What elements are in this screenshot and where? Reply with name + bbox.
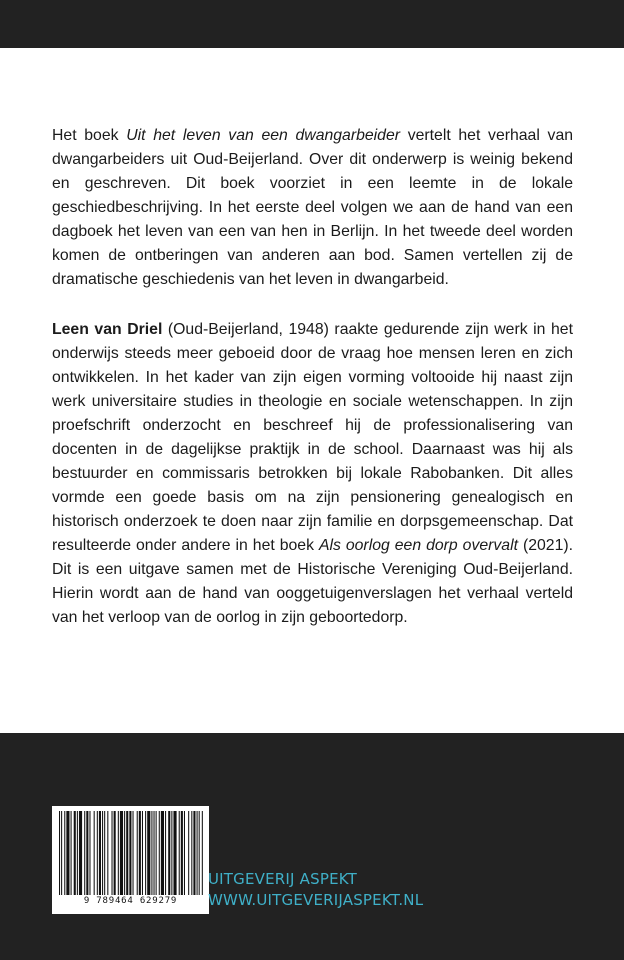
barcode-bar xyxy=(171,811,172,895)
barcode-bar xyxy=(191,811,192,895)
barcode-bar xyxy=(197,811,198,895)
book-blurb xyxy=(52,124,573,292)
barcode-bar xyxy=(77,811,78,895)
barcode-bar xyxy=(179,811,180,895)
barcode-bar xyxy=(165,811,166,895)
barcode-bar xyxy=(97,811,98,895)
barcode-bar xyxy=(161,811,164,895)
publisher-website: WWW.UITGEVERIJASPEKT.NL xyxy=(208,891,424,909)
barcode-bar xyxy=(104,811,105,895)
barcode-bar xyxy=(199,811,200,895)
barcode-bar xyxy=(184,811,185,895)
barcode-bar xyxy=(142,811,143,895)
author-previous-book-title: Als oorlog een dorp overvalt xyxy=(318,537,518,554)
barcode-bar xyxy=(61,811,62,895)
barcode-bar xyxy=(202,811,203,895)
barcode-bar xyxy=(89,811,90,895)
barcode-bar xyxy=(102,811,103,895)
barcode-bar xyxy=(107,811,108,895)
barcode-bar xyxy=(188,811,189,895)
author-bio xyxy=(52,318,573,630)
barcode-bar xyxy=(66,811,69,895)
barcode-bar xyxy=(118,811,119,895)
barcode-bar xyxy=(120,811,123,895)
barcode-bar xyxy=(139,811,141,895)
barcode-bar xyxy=(145,811,146,895)
barcode-bar xyxy=(193,811,195,895)
publisher-info xyxy=(208,869,423,911)
barcode-bar xyxy=(59,811,60,895)
barcode-bar xyxy=(133,811,134,895)
barcode-bar xyxy=(168,811,170,895)
blurb-text: vertelt het verhaal van dwangarbeiders uit Oud-Beijerland. Over dit onderwerp is weinig bekend en geschreven. Dit boek voorziet in een leemte in de lokale geschiedbeschrijving. In het eerste deel volgen we aan de hand van een dagboek het leven van een van hen in Berlijn. In het tweede deel worden komen de ontberingen van anderen aan bod. Samen vertellen zij de dramatische geschiedenis van het leven in dwangarbeid. xyxy=(52,127,574,288)
barcode-bar xyxy=(147,811,150,895)
barcode-bar xyxy=(64,811,65,895)
barcode-bar xyxy=(99,811,101,895)
barcode-bar xyxy=(124,811,125,895)
barcode-bar xyxy=(156,811,157,895)
barcode-bar xyxy=(151,811,152,895)
barcode-bar xyxy=(112,811,113,895)
barcode-bar xyxy=(129,811,131,895)
barcode-bar xyxy=(74,811,76,895)
author-name: Leen van Driel xyxy=(52,321,163,338)
blurb-lead: Het boek xyxy=(52,127,127,144)
top-dark-band xyxy=(0,0,624,48)
barcode-bar xyxy=(79,811,82,895)
barcode-bar xyxy=(86,811,88,895)
barcode-bar xyxy=(137,811,138,895)
barcode-bar xyxy=(126,811,128,895)
barcode-bar xyxy=(159,811,160,895)
barcode-bars xyxy=(57,811,204,895)
barcode-bar xyxy=(154,811,155,895)
publisher-name: UITGEVERIJ ASPEKT xyxy=(208,870,357,888)
barcode-bar xyxy=(181,811,183,895)
barcode-bar xyxy=(71,811,72,895)
author-bio-text-2: (2021). Dit is een uitgave samen met de Historische Vereniging Oud-Beijerland. Hierin wordt aan de hand van ooggetuigenverslagen het verhaal verteld van het verloop van de oorlog in zijn geboortedorp. xyxy=(52,537,574,626)
barcode-bar xyxy=(173,811,176,895)
barcode-bar xyxy=(94,811,95,895)
barcode-bar xyxy=(114,811,116,895)
barcode-bar xyxy=(84,811,85,895)
isbn-number: 9 789464 629279 xyxy=(83,896,178,906)
author-bio-text-1: (Oud-Beijerland, 1948) raakte gedurende zijn werk in het onderwijs steeds meer geboeid door de vraag hoe mensen leren en zich ontwikkelen. In het kader van zijn eigen vorming voltooide hij naast zijn werk universitaire studies in theologie en sociale wetenschappen. In zijn proefschrift onderzocht en beschreef hij de professionalisering van docenten in de dagelijkse praktijk in de school. Daarnaast was hij als bestuurder en commissaris betrokken bij lokale Rabobanken. Dit alles vormde een goede basis om na zijn pensionering genealogisch en historisch onderzoek te doen naar zijn familie en dorpsgemeenschap. Dat resulteerde onder andere in het boek xyxy=(52,321,573,554)
blurb-book-title: Uit het leven van een dwangarbeider xyxy=(126,127,401,144)
isbn-barcode xyxy=(52,806,209,914)
